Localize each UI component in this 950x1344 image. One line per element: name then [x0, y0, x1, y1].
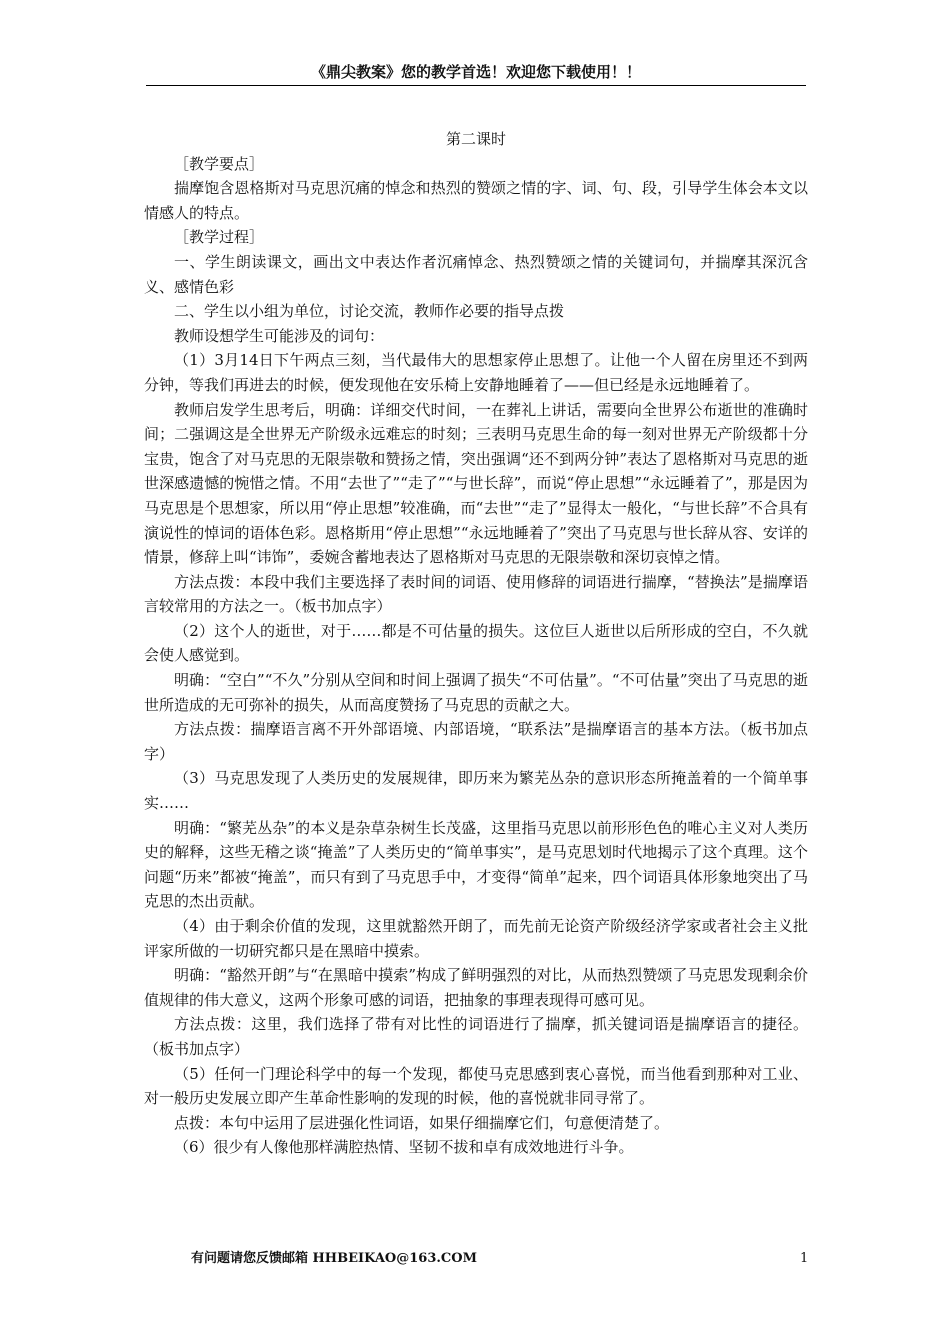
- footer-contact: 有问题请您反馈邮箱 HHBEIKAO@163.COM: [191, 1251, 477, 1266]
- paragraph: 明确：“豁然开朗”与“在黑暗中摸索”构成了鲜明强烈的对比，从而热烈赞颂了马克思发现剩余价值规律的伟大意义，这两个形象可感的词语，把抽象的事理表现得可感可见。: [144, 966, 808, 1009]
- document-body: [144, 127, 808, 1160]
- paragraph: （2）这个人的逝世，对于……都是不可估量的损失。这位巨人逝世以后所形成的空白，不久就会使人感觉到。: [144, 621, 808, 665]
- paragraph: 方法点拨：这里，我们选择了带有对比性的词语进行了揣摩，抓关键词语是揣摩语言的捷径。（板书加点字）: [144, 1015, 808, 1058]
- paragraph: 点拨：本句中运用了层进强化性词语，如果仔细揣摩它们，句意便清楚了。: [174, 1113, 670, 1132]
- paragraph: 揣摩饱含恩格斯对马克思沉痛的悼念和热烈的赞颂之情的字、词、句、段，引导学生体会本文以情感人的特点。: [144, 179, 808, 222]
- page-number: 1: [800, 1251, 809, 1266]
- paragraph: 明确：“空白”“不久”分别从空间和时间上强调了损失“不可估量”。“不可估量”突出了马克思的逝世所造成的无可弥补的损失，从而高度赞扬了马克思的贡献之大。: [144, 671, 808, 714]
- paragraph: 明确：“繁芜丛杂”的本义是杂草杂树生长茂盛，这里指马克思以前形形色色的唯心主义对人类历史的解释，这些无稽之谈“掩盖”了人类历史的“简单事实”，是马克思划时代地揭示了这个真理。这个问题“历来”都被“掩盖”，而只有到了马克思手中，才变得“简单”起来，四个词语具体形象地突出了马克思的杰出贡献。: [144, 818, 808, 911]
- section-title: 第二课时: [445, 130, 506, 148]
- paragraph: 方法点拨：揣摩语言离不开外部语境、内部语境，“联系法”是揣摩语言的基本方法。（板书加点字）: [144, 720, 808, 763]
- paragraph: 二、学生以小组为单位，讨论交流，教师作必要的指导点拨: [174, 302, 565, 321]
- header-divider: [146, 85, 806, 86]
- paragraph: （4）由于剩余价值的发现，这里就豁然开朗了，而先前无论资产阶级经济学家或者社会主义批评家所做的一切研究都只是在黑暗中摸索。: [144, 917, 808, 960]
- paragraph: ［教学要点］: [174, 154, 265, 173]
- paragraph: （3）马克思发现了人类历史的发展规律，即历来为繁芜丛杂的意识形态所掩盖着的一个简单事实……: [144, 769, 808, 813]
- paragraph: 方法点拨：本段中我们主要选择了表时间的词语、使用修辞的词语进行揣摩，“替换法”是揣摩语言较常用的方法之一。（板书加点字）: [144, 572, 808, 616]
- paragraph: 一、学生朗读课文，画出文中表达作者沉痛悼念、热烈赞颂之情的关键词句，并揣摩其深沉含义、感情色彩: [144, 252, 808, 296]
- paragraph: （1）3月14日下午两点三刻，当代最伟大的思想家停止思想了。让他一个人留在房里还不到两分钟，等我们再进去的时候，便发现他在安乐椅上安静地睡着了——但已经是永远地睡着了。: [144, 351, 808, 394]
- paragraph: （6）很少有人像他那样满腔热情、坚韧不拔和卓有成效地进行斗争。: [174, 1138, 634, 1157]
- paragraph: 教师启发学生思考后，明确：详细交代时间，一在葬礼上讲话，需要向全世界公布逝世的准确时间；二强调这是全世界无产阶级永远难忘的时刻；三表明马克思生命的每一刻对世界无产阶级都十分宝贵，饱含了对马克思的无限崇敬和赞扬之情，突出强调“还不到两分钟”表达了恩格斯对马克思的逝世深感遗憾的惋惜之情。不用“去世了”“走了”“与世长辞”，而说“停止思想”“永远睡着了”，那是因为马克思是个思想家，所以用“停止思想”较准确，而“去世”“走了”显得太一般化，“与世长辞”不合具有演说性的悼词的语体色彩。恩格斯用“停止思想”“永远地睡着了”突出了马克思与世长辞从容、安详的情景，修辞上叫“讳饰”，委婉含蓄地表达了恩格斯对马克思的无限崇敬和深切哀悼之情。: [144, 400, 808, 567]
- paragraph: ［教学过程］: [174, 228, 265, 247]
- paragraph: （5）任何一门理论科学中的每一个发现，都使马克思感到衷心喜悦，而当他看到那种对工业、对一般历史发展立即产生革命性影响的发现的时候，他的喜悦就非同寻常了。: [144, 1064, 808, 1108]
- paragraph: 教师设想学生可能涉及的词句：: [174, 326, 385, 345]
- page-header: 《鼎尖教案》您的教学首选！欢迎您下载使用！！: [310, 63, 641, 81]
